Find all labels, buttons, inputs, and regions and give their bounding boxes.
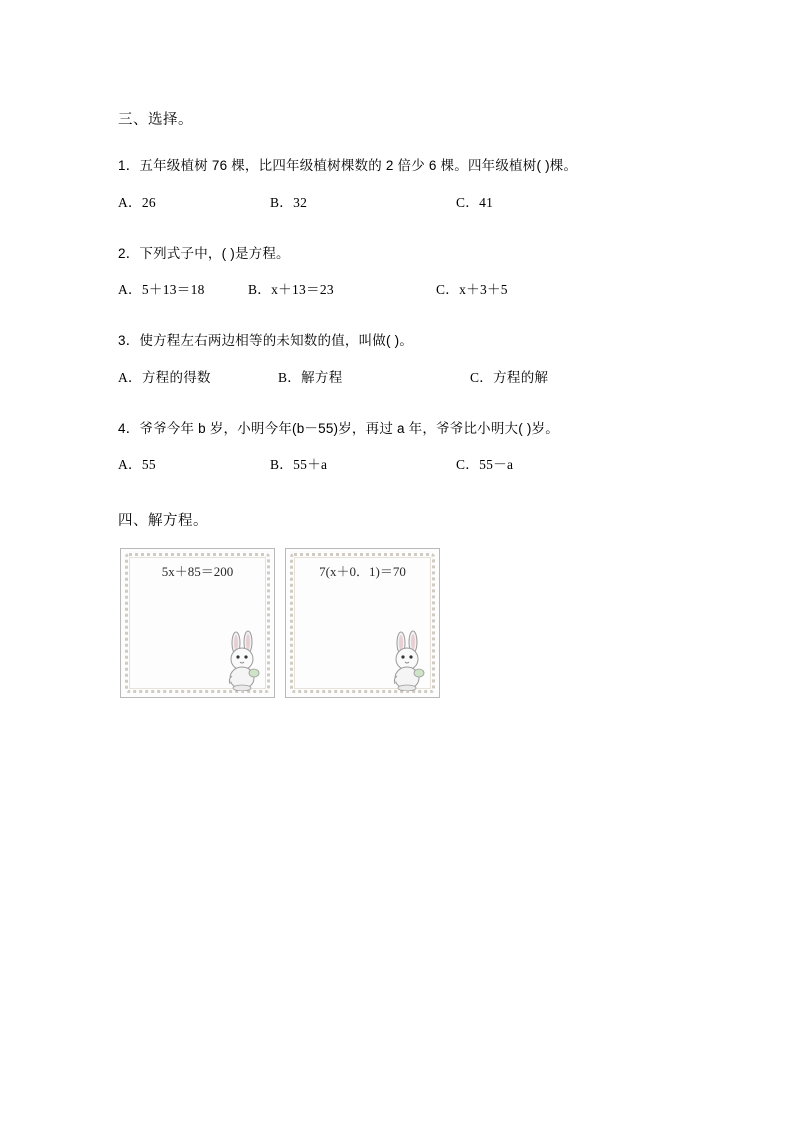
equation-2-label: 7(x＋0．1)＝70 [319, 564, 406, 580]
answer-box-1[interactable] [120, 548, 275, 698]
answer-box-group [120, 548, 678, 698]
worksheet-content [118, 108, 678, 698]
rabbit-icon [220, 629, 266, 691]
option-4-c[interactable]: C．55－a [456, 457, 514, 473]
question-4-options [118, 453, 678, 473]
option-2-b[interactable]: B．x＋13＝23 [248, 282, 334, 298]
option-3-c[interactable]: C．方程的解 [470, 369, 549, 385]
option-3-b[interactable]: B．解方程 [278, 369, 343, 385]
question-3-text: 3．使方程左右两边相等的未知数的值，叫做( )。 [118, 333, 414, 349]
question-3-options [118, 366, 678, 386]
option-4-a[interactable]: A．55 [118, 457, 156, 473]
option-4-b[interactable]: B．55＋a [270, 457, 328, 473]
equation-1-label: 5x＋85＝200 [161, 564, 234, 580]
answer-box-2[interactable] [285, 548, 440, 698]
rabbit-icon [385, 629, 431, 691]
option-1-a[interactable]: A．26 [118, 194, 156, 210]
section-heading-four: 四、解方程。 [118, 513, 208, 530]
question-1-options [118, 191, 678, 211]
option-2-a[interactable]: A．5＋13＝18 [118, 282, 205, 298]
question-2-options [118, 278, 678, 298]
section-heading-three: 三、选择。 [118, 112, 193, 128]
option-1-b[interactable]: B．32 [270, 194, 308, 210]
question-2-text: 2．下列式子中，( )是方程。 [118, 245, 290, 261]
option-3-a[interactable]: A．方程的得数 [118, 369, 211, 385]
option-2-c[interactable]: C．x＋3＋5 [436, 282, 508, 298]
option-1-c[interactable]: C．41 [456, 194, 494, 210]
question-4-text: 4．爷爷今年 b 岁，小明今年(b－55)岁，再过 a 年，爷爷比小明大( )岁。 [118, 420, 559, 436]
question-1-text: 1．五年级植树 76 棵，比四年级植树棵数的 2 倍少 6 棵。四年级植树( )棵。 [118, 158, 578, 173]
